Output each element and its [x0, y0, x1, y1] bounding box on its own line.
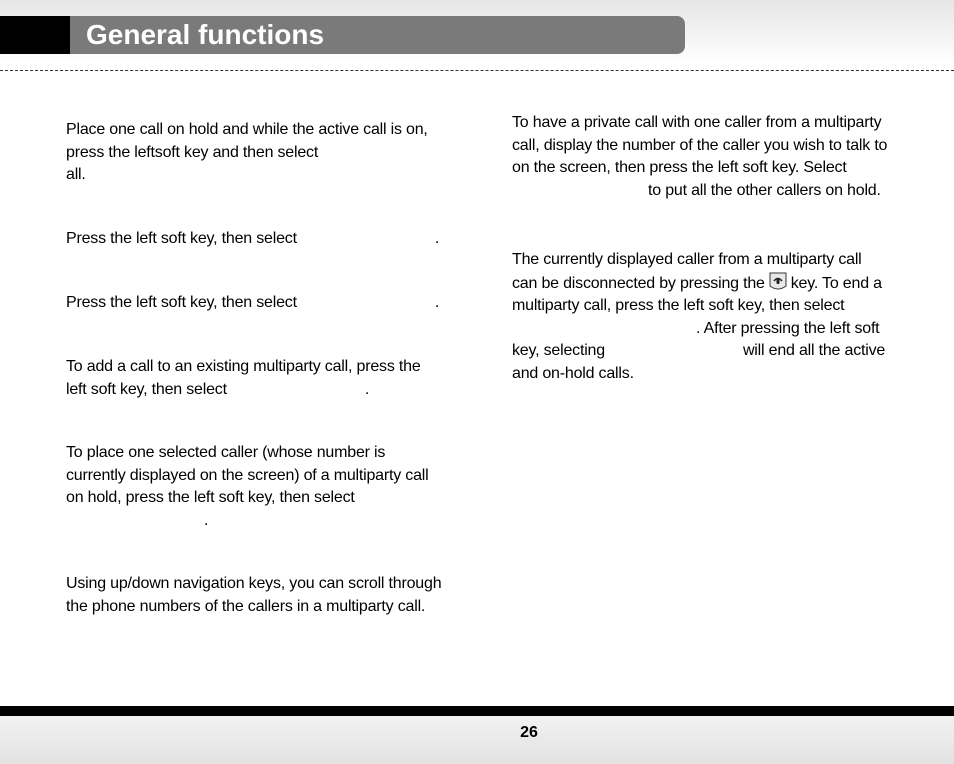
text-line: will end all the active — [742, 342, 886, 360]
left-paragraph-hold — [66, 119, 428, 187]
text-line: currently displayed on the screen) of a multiparty call — [66, 466, 429, 484]
text-line: key. To end a — [790, 274, 882, 292]
end-call-key-icon — [769, 272, 787, 292]
left-paragraph-add-call — [66, 356, 421, 401]
header-divider — [0, 70, 954, 71]
text-line: press the leftsoft key and then select — [66, 143, 319, 161]
header-black-tab — [0, 16, 70, 54]
text-line-container — [512, 318, 885, 341]
right-paragraph-private-call — [512, 112, 887, 202]
text-line: Using up/down navigation keys, you can scroll through — [66, 575, 442, 592]
text-line: call, display the number of the caller you wish to talk to — [512, 136, 888, 154]
right-paragraph-disconnect — [512, 249, 885, 386]
text-line: Press the left soft key, then select — [66, 294, 297, 311]
text-line-container — [512, 272, 885, 296]
text-line: Press the left soft key, then select — [66, 230, 297, 247]
text-line-container — [66, 379, 421, 402]
text-line: to put all the other callers on hold. — [648, 181, 881, 199]
text-period: . — [434, 230, 440, 247]
text-line-container — [66, 292, 439, 315]
text-line-container — [66, 510, 429, 533]
text-period: . — [204, 511, 209, 529]
footer-black-bar — [0, 706, 954, 716]
text-line: key, selecting — [512, 342, 605, 360]
text-line: can be disconnected by pressing the — [512, 274, 765, 292]
text-line: multiparty call, press the left soft key, then select — [512, 297, 845, 315]
title-bar — [70, 16, 685, 54]
text-line: To add a call to an existing multiparty call, press the — [66, 358, 421, 375]
text-line: To place one selected caller (whose number is — [66, 444, 386, 461]
text-line: To have a private call with one caller from a multiparty — [512, 114, 882, 131]
left-paragraph-scroll — [66, 573, 441, 618]
text-line: on hold, press the left soft key, then select — [66, 489, 355, 507]
text-line-container — [512, 180, 887, 203]
text-line-container — [512, 340, 885, 363]
text-line-container — [66, 228, 439, 251]
text-line: and on-hold calls. — [512, 364, 634, 382]
text-line: the phone numbers of the callers in a multiparty call. — [66, 597, 426, 615]
page-title: General functions — [86, 19, 325, 50]
text-period: . — [434, 294, 440, 311]
text-line: The currently displayed caller from a multiparty call — [512, 251, 862, 268]
text-line: Place one call on hold and while the active call is on, — [66, 121, 428, 138]
text-line: on the screen, then press the left soft key. Select — [512, 159, 847, 177]
left-paragraph-place-on-hold — [66, 442, 429, 532]
left-paragraph-select-2 — [66, 292, 439, 315]
text-period: . — [364, 380, 370, 398]
text-line: left soft key, then select — [66, 380, 227, 398]
text-line: . After pressing the left soft — [696, 319, 880, 337]
page-number: 26 — [520, 724, 538, 741]
left-paragraph-select-1 — [66, 228, 439, 251]
text-line: all. — [66, 166, 86, 184]
